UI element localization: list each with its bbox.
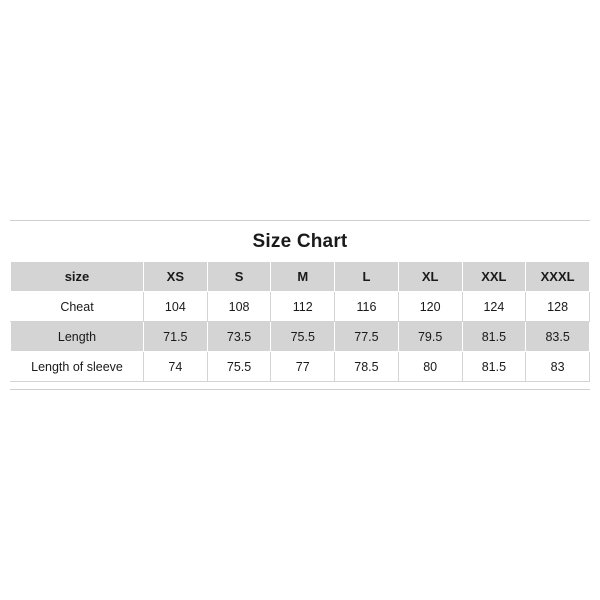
size-chart-table [10, 261, 590, 382]
cell-sleeve-xxl: 81.5 [462, 352, 526, 382]
cell-cheat-m: 112 [271, 292, 335, 322]
column-header-xs: XS [144, 262, 208, 292]
cell-sleeve-l: 78.5 [335, 352, 399, 382]
column-header-l: L [335, 262, 399, 292]
column-header-size: size [11, 262, 144, 292]
cell-cheat-xs: 104 [144, 292, 208, 322]
cell-cheat-s: 108 [207, 292, 271, 322]
cell-sleeve-xl: 80 [398, 352, 462, 382]
column-header-s: S [207, 262, 271, 292]
table-row [11, 322, 590, 352]
cell-length-l: 77.5 [335, 322, 399, 352]
cell-cheat-xxl: 124 [462, 292, 526, 322]
cell-length-xxl: 81.5 [462, 322, 526, 352]
row-label-cheat: Cheat [11, 292, 144, 322]
cell-sleeve-xxxl: 83 [526, 352, 590, 382]
column-header-xxl: XXL [462, 262, 526, 292]
size-chart-panel [10, 220, 590, 390]
table-header-row [11, 262, 590, 292]
column-header-xxxl: XXXL [526, 262, 590, 292]
cell-cheat-l: 116 [335, 292, 399, 322]
row-label-length-of-sleeve: Length of sleeve [11, 352, 144, 382]
cell-cheat-xxxl: 128 [526, 292, 590, 322]
cell-length-xxxl: 83.5 [526, 322, 590, 352]
column-header-m: M [271, 262, 335, 292]
cell-length-xs: 71.5 [144, 322, 208, 352]
cell-cheat-xl: 120 [398, 292, 462, 322]
table-row [11, 292, 590, 322]
table-bottom-spacer [10, 382, 590, 389]
table-row [11, 352, 590, 382]
cell-sleeve-m: 77 [271, 352, 335, 382]
row-label-length: Length [11, 322, 144, 352]
cell-length-m: 75.5 [271, 322, 335, 352]
column-header-xl: XL [398, 262, 462, 292]
cell-length-s: 73.5 [207, 322, 271, 352]
page-title: Size Chart [252, 231, 348, 252]
cell-length-xl: 79.5 [398, 322, 462, 352]
cell-sleeve-xs: 74 [144, 352, 208, 382]
cell-sleeve-s: 75.5 [207, 352, 271, 382]
